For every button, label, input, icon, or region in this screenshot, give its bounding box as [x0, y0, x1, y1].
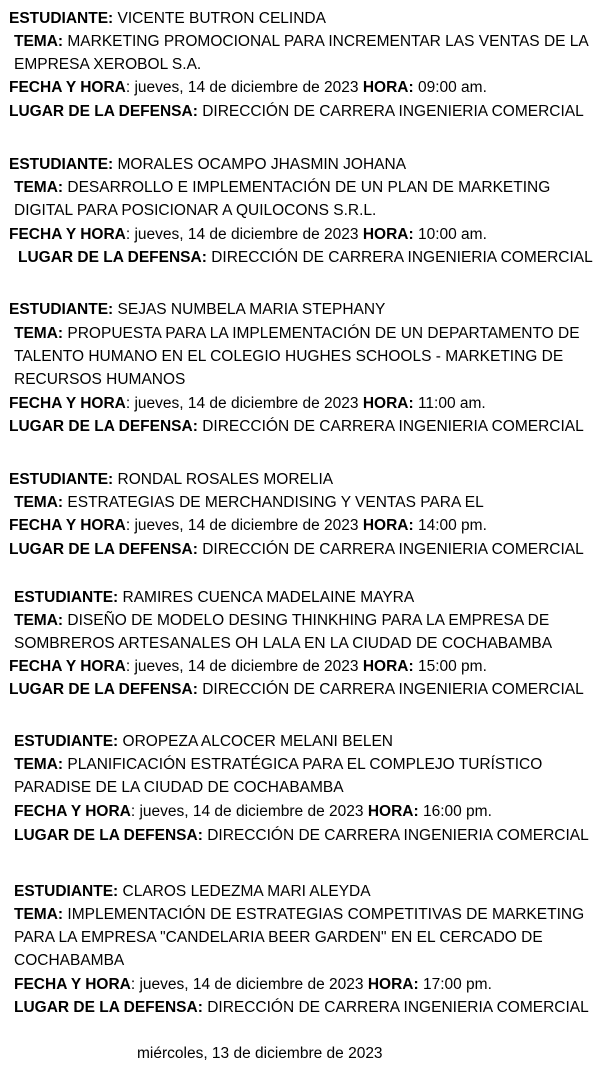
topic-label: TEMA:: [14, 179, 64, 196]
entry-6-topic: [14, 755, 542, 775]
student-label: ESTUDIANTE:: [9, 301, 114, 318]
location-value: DIRECCIÓN DE CARRERA INGENIERIA COMERCIAL: [202, 103, 584, 120]
topic-label: TEMA:: [14, 756, 64, 773]
hour-value: 09:00 am.: [417, 79, 487, 96]
hour-label: HORA:: [362, 395, 414, 412]
location-value: DIRECCIÓN DE CARRERA INGENIERIA COMERCIAL: [207, 999, 589, 1016]
entry-1-topic: [14, 32, 589, 52]
hour-value: 10:00 am.: [417, 226, 487, 243]
topic-line: IMPLEMENTACIÓN DE ESTRATEGIAS COMPETITIVAS DE MARKETING: [67, 906, 585, 923]
student-label: ESTUDIANTE:: [14, 883, 119, 900]
hour-value: 14:00 pm.: [417, 517, 487, 534]
topic-line: MARKETING PROMOCIONAL PARA INCREMENTAR LAS VENTAS DE LA: [67, 33, 589, 50]
topic-line: DESARROLLO E IMPLEMENTACIÓN DE UN PLAN DE MARKETING: [67, 179, 551, 196]
student-label: ESTUDIANTE:: [14, 589, 119, 606]
date-value: jueves, 14 de diciembre de 2023: [134, 79, 359, 96]
entry-7-topic-line-2: [14, 928, 543, 948]
date-value: jueves, 14 de diciembre de 2023: [134, 395, 359, 412]
date-time-label: FECHA Y HORA: [9, 658, 126, 675]
hour-value: 17:00 pm.: [422, 976, 492, 993]
date-value: jueves, 14 de diciembre de 2023: [139, 803, 364, 820]
location-value: DIRECCIÓN DE CARRERA INGENIERIA COMERCIAL: [207, 827, 589, 844]
topic-line: EMPRESA XEROBOL S.A.: [14, 56, 202, 73]
student-label: ESTUDIANTE:: [9, 10, 114, 27]
entry-4-student: [9, 470, 333, 490]
hour-label: HORA:: [362, 658, 414, 675]
colon: :: [125, 395, 131, 412]
entry-6-student: [14, 732, 393, 752]
location-label: LUGAR DE LA DEFENSA:: [9, 541, 198, 558]
student-name: OROPEZA ALCOCER MELANI BELEN: [122, 733, 393, 750]
student-name: RAMIRES CUENCA MADELAINE MAYRA: [122, 589, 415, 606]
entry-5-student: [14, 588, 414, 608]
entry-3-topic: [14, 324, 580, 344]
entry-7-location: [14, 998, 589, 1018]
topic-line: TALENTO HUMANO EN EL COLEGIO HUGHES SCHOOLS - MARKETING DE: [14, 348, 564, 365]
date-time-label: FECHA Y HORA: [14, 976, 131, 993]
entry-5-datetime: [9, 657, 487, 677]
location-value: DIRECCIÓN DE CARRERA INGENIERIA COMERCIAL: [202, 541, 584, 558]
topic-label: TEMA:: [14, 33, 64, 50]
topic-line: PLANIFICACIÓN ESTRATÉGICA PARA EL COMPLEJO TURÍSTICO: [67, 756, 543, 773]
entry-1-topic-line-2: [14, 55, 201, 75]
student-label: ESTUDIANTE:: [9, 156, 114, 173]
hour-label: HORA:: [367, 976, 419, 993]
date-time-label: FECHA Y HORA: [9, 517, 126, 534]
colon: :: [130, 976, 136, 993]
entry-3-topic-line-2: [14, 347, 563, 367]
date-time-label: FECHA Y HORA: [14, 803, 131, 820]
colon: :: [125, 658, 131, 675]
location-label: LUGAR DE LA DEFENSA:: [14, 827, 203, 844]
entry-6-topic-line-2: [14, 778, 344, 798]
date-value: jueves, 14 de diciembre de 2023: [134, 226, 359, 243]
entry-3-topic-line-3: [14, 370, 185, 390]
colon: :: [125, 517, 131, 534]
hour-label: HORA:: [362, 226, 414, 243]
entry-3-datetime: [9, 394, 486, 414]
topic-label: TEMA:: [14, 325, 64, 342]
entry-3-location: [9, 417, 584, 437]
entry-5-topic-line-2: [14, 634, 552, 654]
entry-6-location: [14, 826, 589, 846]
location-label: LUGAR DE LA DEFENSA:: [9, 103, 198, 120]
entry-2-location: [18, 248, 593, 268]
entry-2-student: [9, 155, 406, 175]
date-time-label: FECHA Y HORA: [9, 395, 126, 412]
colon: :: [125, 79, 131, 96]
entry-2-topic-line-2: [14, 201, 376, 221]
entry-5-topic: [14, 611, 549, 631]
topic-line: SOMBREROS ARTESANALES OH LALA EN LA CIUDAD DE COCHABAMBA: [14, 635, 553, 652]
footer-date: miércoles, 13 de diciembre de 2023: [137, 1045, 383, 1062]
entry-2-datetime: [9, 225, 487, 245]
hour-value: 15:00 pm.: [417, 658, 487, 675]
topic-line: PARADISE DE LA CIUDAD DE COCHABAMBA: [14, 779, 344, 796]
entry-7-topic: [14, 905, 584, 925]
student-name: MORALES OCAMPO JHASMIN JOHANA: [117, 156, 407, 173]
hour-label: HORA:: [367, 803, 419, 820]
hour-value: 11:00 am.: [417, 395, 486, 412]
entry-4-topic: [14, 493, 484, 513]
topic-line: RECURSOS HUMANOS: [14, 371, 186, 388]
location-value: DIRECCIÓN DE CARRERA INGENIERIA COMERCIAL: [211, 249, 593, 266]
student-label: ESTUDIANTE:: [9, 471, 114, 488]
topic-line: PROPUESTA PARA LA IMPLEMENTACIÓN DE UN DEPARTAMENTO DE: [67, 325, 580, 342]
entry-7-topic-line-3: [14, 951, 124, 971]
entry-5-location: [9, 680, 584, 700]
student-name: CLAROS LEDEZMA MARI ALEYDA: [122, 883, 371, 900]
topic-line: DISEÑO DE MODELO DESING THINKHING PARA LA EMPRESA DE: [67, 612, 550, 629]
date-value: jueves, 14 de diciembre de 2023: [134, 517, 359, 534]
entry-4-location: [9, 540, 584, 560]
student-label: ESTUDIANTE:: [14, 733, 119, 750]
entry-1-datetime: [9, 78, 487, 98]
topic-line: COCHABAMBA: [14, 952, 125, 969]
entry-6-datetime: [14, 802, 492, 822]
entry-1-location: [9, 102, 584, 122]
topic-label: TEMA:: [14, 906, 64, 923]
topic-line: DIGITAL PARA POSICIONAR A QUILOCONS S.R.L.: [14, 202, 377, 219]
student-name: SEJAS NUMBELA MARIA STEPHANY: [117, 301, 386, 318]
entry-7-datetime: [14, 975, 492, 995]
date-value: jueves, 14 de diciembre de 2023: [134, 658, 359, 675]
colon: :: [125, 226, 131, 243]
colon: :: [130, 803, 136, 820]
date-value: jueves, 14 de diciembre de 2023: [139, 976, 364, 993]
date-time-label: FECHA Y HORA: [9, 79, 126, 96]
hour-label: HORA:: [362, 517, 414, 534]
entry-3-student: [9, 300, 385, 320]
student-name: RONDAL ROSALES MORELIA: [117, 471, 334, 488]
entry-4-datetime: [9, 516, 487, 536]
entry-2-topic: [14, 178, 550, 198]
entry-7-student: [14, 882, 371, 902]
location-label: LUGAR DE LA DEFENSA:: [9, 681, 198, 698]
student-name: VICENTE BUTRON CELINDA: [117, 10, 326, 27]
hour-value: 16:00 pm.: [422, 803, 492, 820]
hour-label: HORA:: [362, 79, 414, 96]
location-label: LUGAR DE LA DEFENSA:: [9, 418, 198, 435]
topic-label: TEMA:: [14, 612, 64, 629]
location-value: DIRECCIÓN DE CARRERA INGENIERIA COMERCIAL: [202, 418, 584, 435]
topic-label: TEMA:: [14, 494, 64, 511]
location-label: LUGAR DE LA DEFENSA:: [14, 999, 203, 1016]
topic-line: ESTRATEGIAS DE MERCHANDISING Y VENTAS PARA EL: [67, 494, 484, 511]
location-value: DIRECCIÓN DE CARRERA INGENIERIA COMERCIAL: [202, 681, 584, 698]
topic-line: PARA LA EMPRESA "CANDELARIA BEER GARDEN" EN EL CERCADO DE: [14, 929, 543, 946]
entry-1-student: [9, 9, 326, 29]
location-label: LUGAR DE LA DEFENSA:: [18, 249, 207, 266]
date-time-label: FECHA Y HORA: [9, 226, 126, 243]
